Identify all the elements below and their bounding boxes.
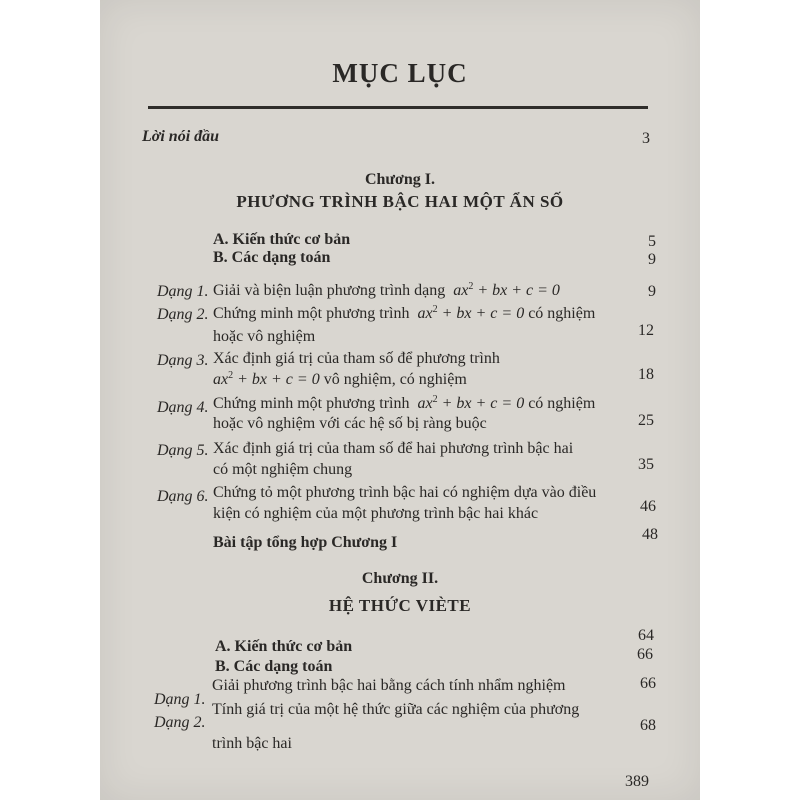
ch1-dang6-line2: kiện có nghiệm của một phương trình bậc hai khác <box>213 505 539 522</box>
preface-label: Lời nói đầu <box>142 128 220 145</box>
equation: $ax^2$ + bx + c = 0 <box>417 304 525 322</box>
ch1-dang4-line2: hoặc vô nghiệm với các hệ số bị ràng buộc <box>213 415 487 432</box>
ch1-summary-page: 48 <box>642 526 658 543</box>
equation: $ax^2$ + bx + c = 0 <box>453 281 560 299</box>
ch2-section-b-page: 66 <box>637 646 653 663</box>
ch2-section-a: A. Kiến thức cơ bản <box>215 638 353 655</box>
chapter2-heading: Chương II. <box>361 570 439 587</box>
ch1-dang5-page: 35 <box>638 456 654 473</box>
ch2-section-a-page: 64 <box>638 627 654 644</box>
ch2-dang2-line1: Tính giá trị của một hệ thức giữa các nghiệm của phương <box>212 701 580 718</box>
ch1-dang3-line2: $ax^2$ + bx + c = 0 vô nghiệm, có nghiệm <box>213 370 467 388</box>
page-title: MỤC LỤC <box>332 58 468 88</box>
ch1-dang4-page: 25 <box>638 412 654 429</box>
chapter1-heading: Chương I. <box>364 171 436 188</box>
book-page <box>100 0 700 800</box>
ch1-section-a-page: 5 <box>648 233 656 250</box>
preface-page: 3 <box>642 130 650 147</box>
ch1-dang5-label: Dạng 5. <box>157 442 209 459</box>
ch1-section-a: A. Kiến thức cơ bản <box>213 231 351 248</box>
ch2-dang2-line2: trình bậc hai <box>212 735 292 752</box>
ch1-dang2-line2: hoặc vô nghiệm <box>213 328 316 345</box>
ch1-dang6-line1: Chứng tỏ một phương trình bậc hai có nghiệm dựa vào điều <box>213 484 597 501</box>
ch1-dang3-label: Dạng 3. <box>157 352 209 369</box>
ch1-dang4-label: Dạng 4. <box>157 399 209 416</box>
equation: $ax^2$ + bx + c = 0 <box>213 370 320 388</box>
ch1-dang1-line1: Giải và biện luận phương trình dạng <box>213 282 446 299</box>
ch1-dang2-label: Dạng 2. <box>157 306 209 323</box>
ch1-dang3-line1: Xác định giá trị của tham số để phương trình <box>213 350 500 367</box>
ch1-dang4-line1: Chứng minh một phương trình $ax^2$ + bx + c = 0 có nghiệm <box>213 394 596 412</box>
page-number: 389 <box>625 773 649 790</box>
ch2-dang2-page: 68 <box>640 717 656 734</box>
ch2-dang1-label: Dạng 1. <box>154 691 206 708</box>
ch1-dang1-page: 9 <box>648 283 656 300</box>
ch2-section-b: B. Các dạng toán <box>215 658 333 675</box>
equation: $ax^2$ + bx + c = 0 <box>417 394 525 412</box>
ch1-dang1-label: Dạng 1. <box>157 283 209 300</box>
ch1-dang5-line2: có một nghiệm chung <box>213 461 353 478</box>
ch1-dang5-line1: Xác định giá trị của tham số để hai phương trình bậc hai <box>213 440 574 457</box>
chapter1-name: PHƯƠNG TRÌNH BẬC HAI MỘT ẨN SỐ <box>236 192 564 211</box>
ch1-dang2-page: 12 <box>638 322 654 339</box>
ch1-dang6-label: Dạng 6. <box>157 488 209 505</box>
ch1-dang6-page: 46 <box>640 498 656 515</box>
ch1-section-b-page: 9 <box>648 251 656 268</box>
ch2-dang1-line1: Giải phương trình bậc hai bằng cách tính nhẩm nghiệm <box>212 677 566 694</box>
ch1-summary-label: Bài tập tổng hợp Chương I <box>213 534 398 551</box>
title-rule <box>148 106 648 109</box>
ch1-section-b: B. Các dạng toán <box>213 249 331 266</box>
ch1-dang1-text <box>213 281 560 300</box>
ch1-dang3-page: 18 <box>638 366 654 383</box>
ch2-dang2-label: Dạng 2. <box>154 714 206 731</box>
ch1-dang2-line1: Chứng minh một phương trình $ax^2$ + bx + c = 0 có nghiệm <box>213 304 596 322</box>
chapter2-name: HỆ THỨC VIÈTE <box>328 596 472 615</box>
ch2-dang1-page: 66 <box>640 675 656 692</box>
